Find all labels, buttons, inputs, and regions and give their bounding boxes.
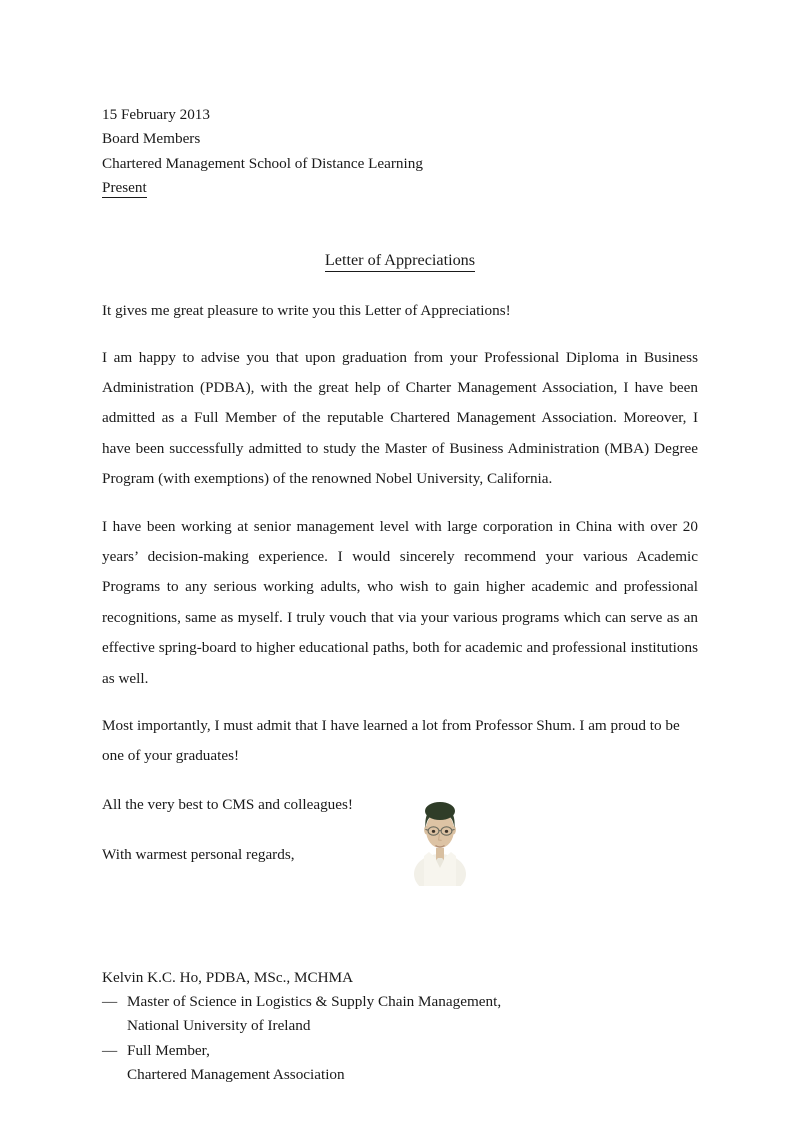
credential-line-1: Master of Science in Logistics & Supply Chain Management, [127,992,502,1010]
spacer-after-title [102,271,698,296]
letter-paragraph-3: Most importantly, I must admit that I have learned a lot from Professor Shum. I am proud to be one of your graduates! [102,717,680,765]
credential-text [127,1039,698,1088]
letter-recipient: Board Members [102,130,201,148]
spacer-2 [102,495,698,512]
letter-closing-line: With warmest personal regards, [102,846,295,864]
credential-line-1: Full Member, [127,1041,210,1059]
credential-item [102,1039,698,1088]
letter-paragraph-2: I have been working at senior management level with large corporation in China with over 20 years’ decision-making experience. I would sincerely recommend your various Academic Programs to any serious working adults, who wish to gain higher academic and professional recognitions, same as myself. I truly vouch that via your various programs which can serve as an effective spring-board to higher educational paths, both for academic and professional institutions as well. [102,517,698,687]
letter-title-text: Letter of Appreciations [325,251,475,272]
letter-content [102,103,698,1087]
spacer-3 [102,694,698,711]
spacer-5 [102,820,698,840]
letter-delivery-note [102,176,698,200]
credential-item [102,990,698,1039]
letter-paragraph-1: I am happy to advise you that upon graduation from your Professional Diploma in Business Administration (PDBA), with the great help of Charter Management Association, I have been admitted as a Full Member of the reputable Chartered Management Association. Moreover, I have been successfully admitted to study the Master of Business Administration (MBA) Degree Program (with exemptions) of the renowned Nobel University, California. [102,348,698,488]
letter-paragraph-4: All the very best to CMS and colleagues! [102,795,353,813]
letter-date: 15 February 2013 [102,106,210,123]
letter-delivery-text: Present [102,178,147,196]
spacer-4 [102,772,698,790]
author-portrait-photo [412,790,468,886]
spacer-signature-area [102,871,698,966]
credential-line-2: National University of Ireland [127,1017,311,1035]
letter-organization: Chartered Management School of Distance Learning [102,154,423,172]
signature-name: Kelvin K.C. Ho, PDBA, MSc., MCHMA [102,968,354,986]
em-dash-bullet-icon: — [102,1041,118,1059]
credential-line-2: Chartered Management Association [127,1065,345,1083]
em-dash-bullet-icon: — [102,992,118,1010]
spacer-1 [102,327,698,343]
credential-text [127,990,698,1039]
letter-title [102,249,698,271]
letter-opening-line: It gives me great pleasure to write you this Letter of Appreciations! [102,302,511,320]
